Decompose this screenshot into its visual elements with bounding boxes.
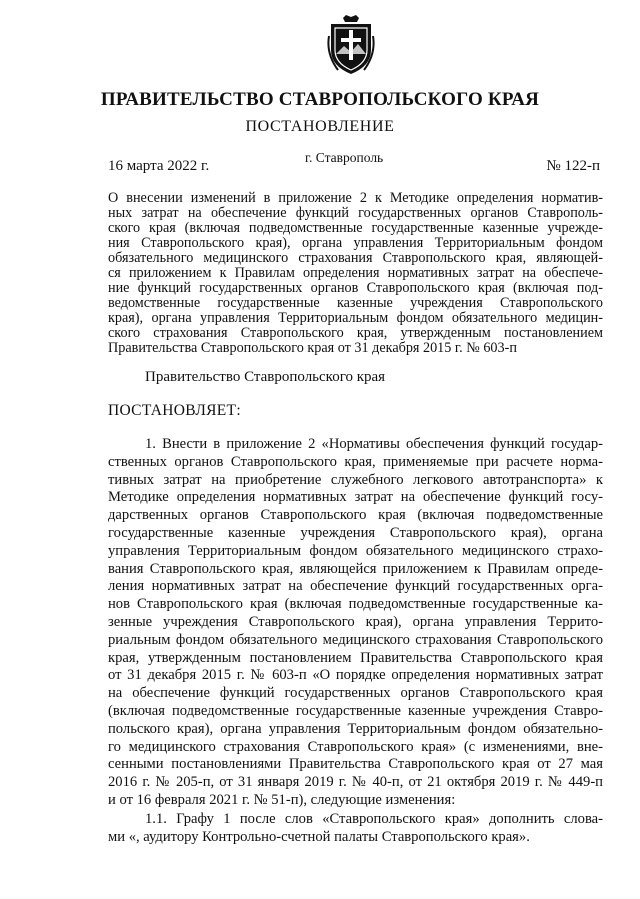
government-title: ПРАВИТЕЛЬСТВО СТАВРОПОЛЬСКОГО КРАЯ [100,89,540,110]
heading-line: ных затрат на обеспечение функций государственных органов Ставрополь- [108,205,603,221]
heading-line: края), органа управления Территориальным фондом обязательного медицин- [108,310,603,326]
document-body [108,436,603,846]
body-line: 1.1. Графу 1 после слов «Ставропольского края» дополнить слова- [145,810,603,827]
body-line: риальным фондом обязательного медицинского страхования Ставропольского [108,631,603,648]
heading-line: ния Ставропольского края), органа управления Территориальным фондом [108,235,603,251]
body-line: от 31 декабря 2015 г. № 603-п «О порядке определения нормативных затрат [108,667,603,684]
body-line: края, утвержденным постановлением Правительства Ставропольского края [108,649,603,666]
resolves-statement: ПОСТАНОВЛЯЕТ: [108,402,241,419]
body-line: вания Ставропольского края, являющейся приложением к Правилам опреде- [108,560,603,577]
body-line: государственные казенные учреждения Ставропольского края), органа [108,524,603,541]
heading-line: О внесении изменений в приложение 2 к Методике определения норматив- [108,190,603,206]
document-type: ПОСТАНОВЛЕНИЕ [245,118,395,135]
heading-line: Правительства Ставропольского края от 31 декабря 2015 г. № 603-п [108,340,517,356]
body-line: и от 16 февраля 2021 г. № 51-п), следующие изменения: [108,791,456,808]
body-line: тивных затрат на приобретение служебного легкового автотранспорта» к [108,471,603,488]
body-line: ственных органов Ставропольского края, применяемые при расчете норма- [108,453,603,470]
document-number: № 122-п [546,158,600,174]
body-line: управления Территориальным фондом обязательного медицинского страхо- [108,542,603,559]
body-line: го медицинского страхования Ставропольского края» (с изменениями, вне- [108,738,603,755]
document-city: г. Ставрополь [305,150,384,165]
issuing-authority: Правительство Ставропольского края [145,369,386,385]
heading-line: ся приложением к Правилам определения нормативных затрат на обеспече- [108,265,603,281]
body-line: сенными постановлениями Правительства Ставропольского края от 27 мая [108,756,603,773]
body-line: 2016 г. № 205-п, от 31 января 2019 г. № 40-п, от 21 октября 2019 г. № 449-п [108,774,603,791]
body-line: ми «, аудитору Контрольно-счетной палаты Ставропольского края». [108,828,530,845]
heading-line: ского страхования Ставропольского края, утвержденным постановлением [108,325,603,341]
heading-line: обязательного медицинского страхования Ставропольского края, являющей- [108,250,603,266]
heading-line: ние функций государственных органов Ставропольского края (включая под- [108,280,603,296]
body-line: на обеспечение функций государственных органов Ставропольского края [108,685,603,702]
heading-line: ского края (включая подведомственные государственные казенные учрежде- [108,220,603,236]
heading-line: ведомственные государственные казенные учреждения Ставропольского [108,295,603,311]
document-heading [108,191,603,356]
coat-of-arms-icon [326,14,376,76]
body-line: нов Ставропольского края (включая подведомственные государственные ка- [108,596,603,613]
body-line: дарственных органов Ставропольского края (включая подведомственные [108,507,603,524]
body-line: (включая подведомственные государственные казенные учреждения Ставро- [108,702,603,719]
document-date: 16 марта 2022 г. [108,158,210,174]
body-line: зенные учреждения Ставропольского края), органа управления Террито- [108,613,603,630]
body-line: ления нормативных затрат на обеспечение функций государственных орга- [108,578,603,595]
body-line: 1. Внести в приложение 2 «Нормативы обеспечения функций государ- [145,436,603,452]
body-line: Методике определения нормативных затрат на обеспечение функций госу- [108,489,603,506]
body-line: польского края), органа управления Территориальным фондом обязательно- [108,720,603,737]
